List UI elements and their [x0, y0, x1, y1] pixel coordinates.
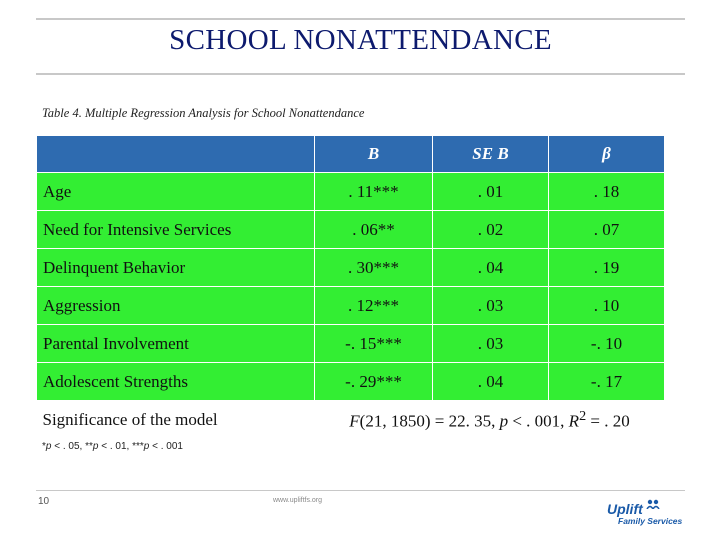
table-row [37, 211, 665, 249]
footnote-star: * [42, 441, 46, 452]
r-superscript: 2 [579, 408, 587, 425]
header-blank [37, 136, 315, 173]
row-se: . 02 [433, 211, 549, 249]
row-beta: . 18 [549, 173, 665, 211]
significance-label: Significance of the model [37, 401, 315, 440]
r-symbol: R [568, 411, 580, 431]
row-beta: . 10 [549, 287, 665, 325]
row-b: . 06** [315, 211, 433, 249]
top-rule [36, 18, 685, 20]
row-beta: -. 10 [549, 325, 665, 363]
model-statistics [315, 401, 665, 440]
row-se: . 01 [433, 173, 549, 211]
table-row [37, 363, 665, 401]
row-label: Aggression [37, 287, 315, 325]
footnote-p: p [45, 441, 52, 452]
logo-text-uplift: Uplift [607, 501, 643, 517]
header-beta: β [549, 136, 665, 173]
footer-rule [36, 490, 685, 491]
title-rule [36, 73, 685, 75]
footnote-p: p [143, 441, 150, 452]
row-label: Need for Intensive Services [37, 211, 315, 249]
footnote-p: p [92, 441, 99, 452]
row-b: . 12*** [315, 287, 433, 325]
row-b: . 11*** [315, 173, 433, 211]
footnote-text: < . 001 [149, 441, 183, 452]
row-label: Age [37, 173, 315, 211]
row-b: -. 29*** [315, 363, 433, 401]
p-symbol: p [499, 411, 509, 431]
footer-url: www.upliftfs.org [273, 497, 323, 504]
logo-text-family-services: Family Services [618, 516, 683, 526]
footnote-text: < . 01, *** [98, 441, 144, 452]
row-beta: . 19 [549, 249, 665, 287]
logo-figures-icon [646, 499, 660, 509]
page-number: 10 [38, 496, 50, 507]
header-b: B [315, 136, 433, 173]
row-label: Parental Involvement [37, 325, 315, 363]
table-row [37, 325, 665, 363]
table-row [37, 173, 665, 211]
table-row [37, 249, 665, 287]
p-value: < . 001, [508, 411, 569, 431]
row-label: Delinquent Behavior [37, 249, 315, 287]
row-label: Adolescent Strengths [37, 363, 315, 401]
footnote-text: < . 05, ** [51, 441, 93, 452]
regression-table [36, 135, 665, 439]
row-se: . 03 [433, 287, 549, 325]
row-se: . 03 [433, 325, 549, 363]
f-args: (21, 1850) = 22. 35, [359, 411, 500, 431]
significance-footnote [42, 441, 183, 452]
row-b: . 30*** [315, 249, 433, 287]
header-se-b: SE B [433, 136, 549, 173]
row-se: . 04 [433, 249, 549, 287]
table-caption: Table 4. Multiple Regression Analysis for School Nonattendance [42, 106, 365, 120]
r-squared-value: = . 20 [586, 411, 630, 431]
table-header-row [37, 136, 665, 173]
uplift-logo [604, 499, 688, 529]
table-row [37, 287, 665, 325]
row-se: . 04 [433, 363, 549, 401]
significance-row [37, 401, 665, 440]
f-symbol: F [349, 411, 360, 431]
row-beta: -. 17 [549, 363, 665, 401]
row-beta: . 07 [549, 211, 665, 249]
row-b: -. 15*** [315, 325, 433, 363]
slide-title: SCHOOL NONATTENDANCE [169, 24, 552, 56]
